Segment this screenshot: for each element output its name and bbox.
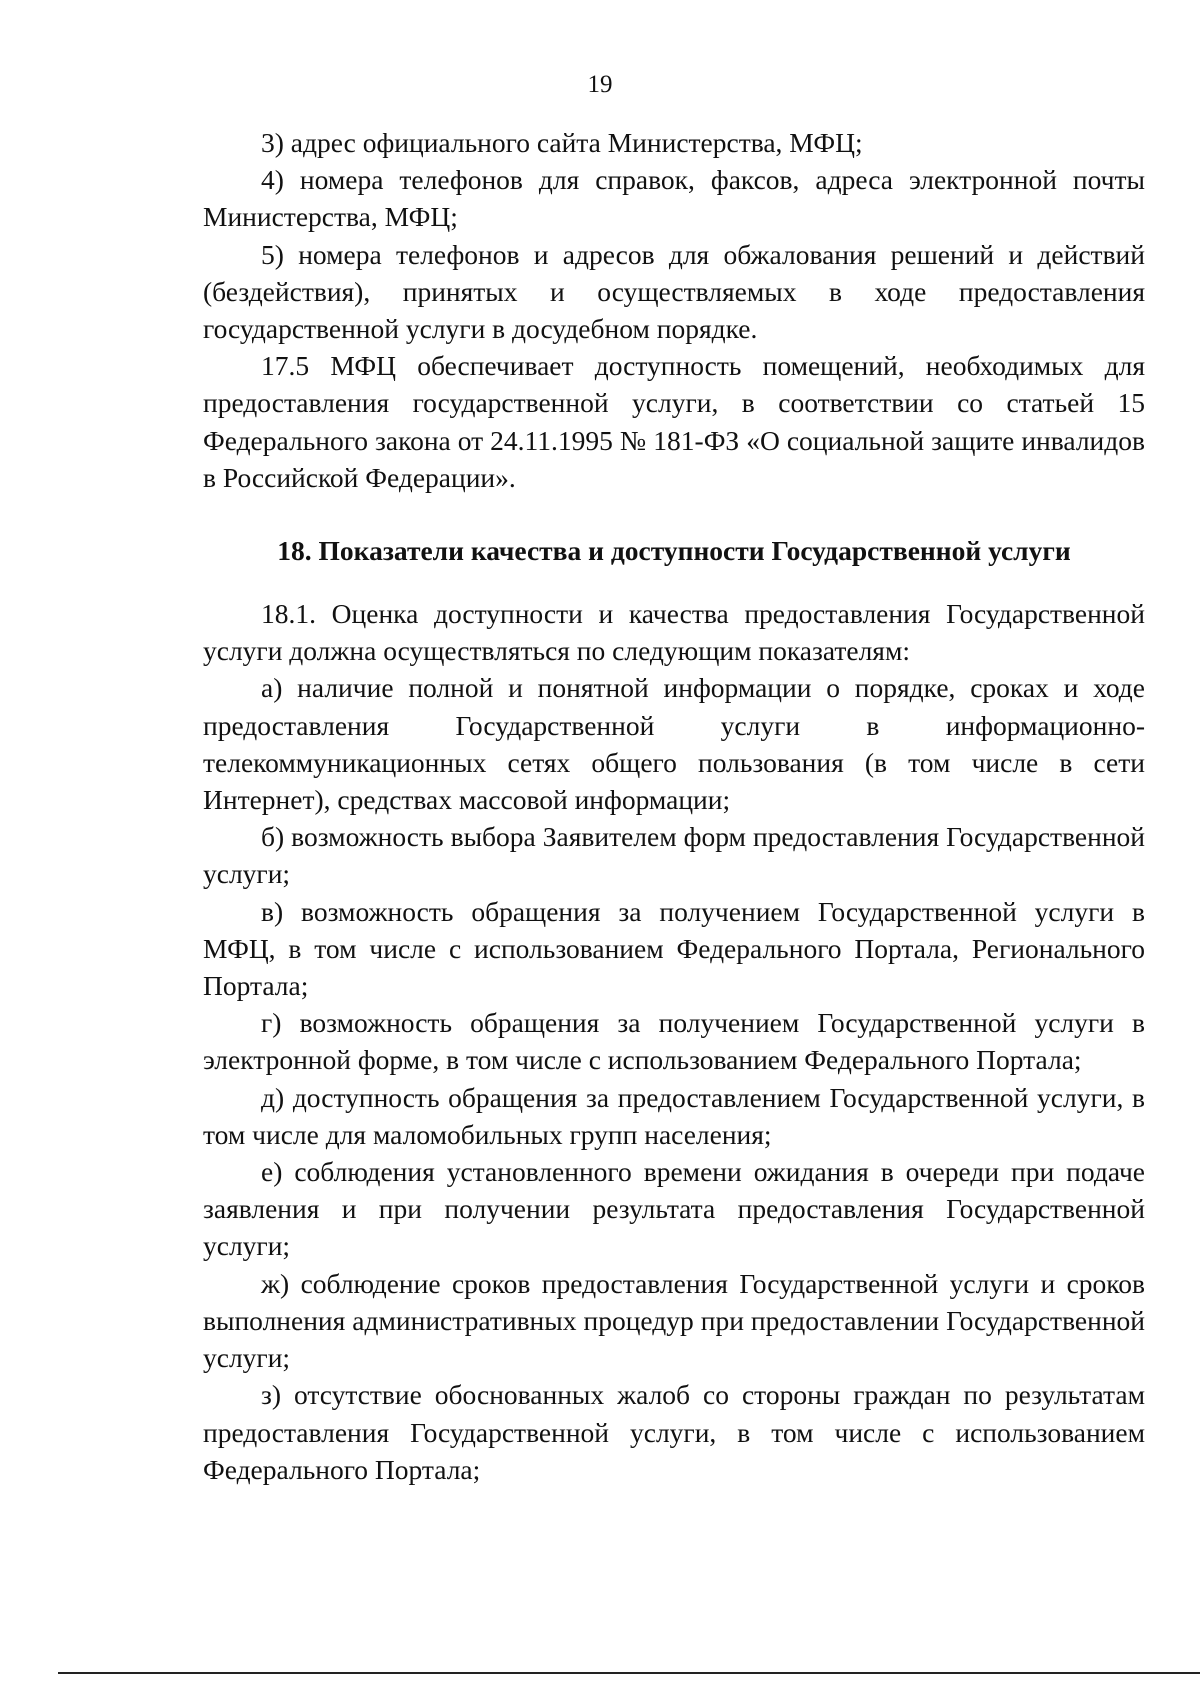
document-body [203, 124, 1145, 1488]
paragraph-item-4: 4) номера телефонов для справок, факсов, адреса электронной почты Министерства, МФЦ; [203, 164, 1145, 233]
paragraph-item-g: г) возможность обращения за получением Государственной услуги в электронной форме, в том числе с использованием Федерального Портала; [203, 1007, 1145, 1076]
page-number: 19 [587, 71, 613, 98]
section-heading: 18. Показатели качества и доступности Государственной услуги [277, 535, 1071, 567]
paragraph-item-a: а) наличие полной и понятной информации о порядке, сроках и ходе предоставления Государственной услуги в информационно-телекоммуникационных сетях общего пользования (в том числе в сети Интернет), средствах массовой информации; [203, 672, 1145, 816]
paragraph-item-d: д) доступность обращения за предоставлением Государственной услуги, в том числе для маломобильных групп населения; [203, 1081, 1145, 1150]
paragraph-17-5: 17.5 МФЦ обеспечивает доступность помещений, необходимых для предоставления государственной услуги, в соответствии со статьей 15 Федерального закона от 24.11.1995 № 181-ФЗ «О социальной защите инвалидов в Российской Федерации». [203, 350, 1145, 493]
paragraph-item-b: б) возможность выбора Заявителем форм предоставления Государственной услуги; [203, 821, 1145, 890]
paragraph-item-v: в) возможность обращения за получением Государственной услуги в МФЦ, в том числе с использованием Федерального Портала, Регионального Портала; [203, 895, 1145, 1002]
paragraph-18-1: 18.1. Оценка доступности и качества предоставления Государственной услуги должна осуществляться по следующим показателям: [203, 598, 1145, 667]
paragraph-item-z: з) отсутствие обоснованных жалоб со стороны граждан по результатам предоставления Государственной услуги, в том числе с использованием Федерального Портала; [203, 1379, 1145, 1485]
bottom-divider [58, 1672, 1200, 1674]
paragraph-item-e: е) соблюдения установленного времени ожидания в очереди при подаче заявления и при получении результата предоставления Государственной услуги; [203, 1156, 1145, 1262]
paragraph-item-3: 3) адрес официального сайта Министерства, МФЦ; [261, 127, 863, 158]
paragraph-item-5: 5) номера телефонов и адресов для обжалования решений и действий (бездействия), принятых и осуществляемых в ходе предоставления государственной услуги в досудебном порядке. [203, 238, 1145, 345]
paragraph-item-zh: ж) соблюдение сроков предоставления Государственной услуги и сроков выполнения административных процедур при предоставлении Государственной услуги; [203, 1267, 1145, 1374]
